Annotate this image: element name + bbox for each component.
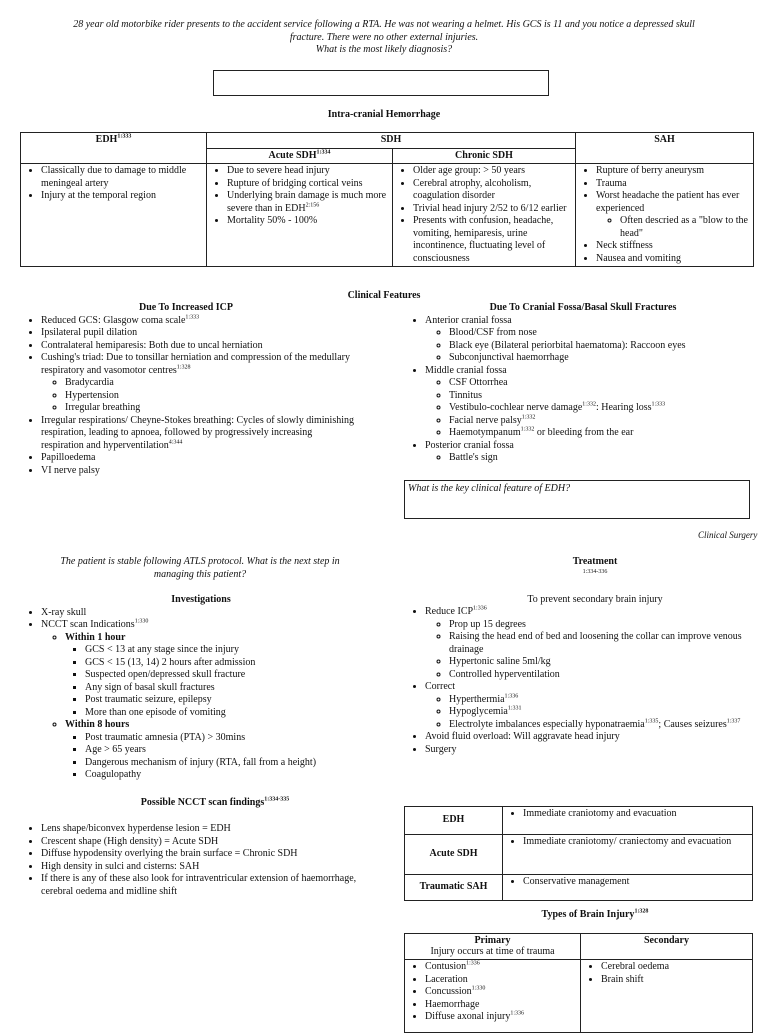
finding-item: • Lens shape/biconvex hyperdense lesion = EDH xyxy=(41,823,366,836)
indication-item: ▪ More than one episode of vomiting xyxy=(85,707,386,720)
icp-item: • Contralateral hemiparesis: Both due to uncal herniation xyxy=(41,340,356,353)
treatment-subitem: ◦ Hypoglycemia$^{1:331}$ xyxy=(449,706,756,719)
chronic-sdh-item: • Older age group: > 50 years xyxy=(413,165,572,178)
sdh-header: SDH xyxy=(207,133,576,149)
ich-title: Intra-cranial Hemorrhage xyxy=(327,109,441,120)
sah-item: • Nausea and vomiting xyxy=(596,253,750,266)
primary-item: • Laceration xyxy=(425,974,577,987)
finding-item: • Crescent shape (High density) = Acute SDH xyxy=(41,836,366,849)
mgmt-label: Traumatic SAH xyxy=(405,875,503,901)
treatment-subitem: ◦ Controlled hyperventilation xyxy=(449,669,756,682)
indication-item: ▪ Dangerous mechanism of injury (RTA, fall from a height) xyxy=(85,757,386,770)
findings-section xyxy=(26,823,366,898)
indication-item: ▪ Age > 65 years xyxy=(85,744,386,757)
question-1 xyxy=(20,19,748,57)
edh-item: • Injury at the temporal region xyxy=(41,190,203,203)
chronic-sdh-item: • Presents with confusion, headache, vomiting, hemiparesis, urine incontinence, fluctuating level of consciousness xyxy=(413,215,572,265)
sah-item: • Trauma xyxy=(596,178,750,191)
chronic-sdh-header: Chronic SDH xyxy=(393,148,576,164)
fossa-subitem: ◦ Tinnitus xyxy=(449,390,756,403)
question-2-line-1: The patient is stable following ATLS protocol. What is the next step in xyxy=(60,556,340,567)
sah-item: • Rupture of berry aneurysm xyxy=(596,165,750,178)
secondary-header: Secondary xyxy=(581,934,753,960)
treatment-title: Treatment xyxy=(572,556,618,567)
sah-item: • Neck stiffness xyxy=(596,240,750,253)
icp-subitem: ◦ Hypertension xyxy=(65,390,356,403)
mgmt-label: Acute SDH xyxy=(405,835,503,875)
indication-item: ▪ Coagulopathy xyxy=(85,769,386,782)
findings-title: Possible NCCT scan findings$^{1:334-335}$ xyxy=(140,796,290,808)
mgmt-value: • Immediate craniotomy/ craniectomy and evacuation xyxy=(503,835,753,875)
primary-item: • Diffuse axonal injury$^{1:336}$ xyxy=(425,1011,577,1024)
question-2-line-2: managing this patient? xyxy=(153,568,247,580)
types-table xyxy=(404,933,753,1033)
fossa-subitem: ◦ Haemotympanum$^{1:332}$ or bleeding from the ear xyxy=(449,427,756,440)
question-1-line-2: fracture. There were no other external injuries. xyxy=(289,31,479,43)
indication-item: ▪ Any sign of basal skull fractures xyxy=(85,682,386,695)
question-1-line-3: What is the most likely diagnosis? xyxy=(315,44,453,55)
sah-subitem: ◦ Often descried as a "blow to the head" xyxy=(620,215,750,240)
fossa-item: • Posterior cranial fossa ◦ Battle's sign xyxy=(425,440,756,465)
finding-item: • Diffuse hypodensity overlying the brain surface = Chronic SDH xyxy=(41,848,366,861)
primary-item: • Contusion$^{1:336}$ xyxy=(425,961,577,974)
within-8-hours: ◦ Within 8 hours ▪ Post traumatic amnesia (PTA) > 30mins ▪ Age > 65 years ▪ Dangerous mechanism of injury (RTA, fall from a height) ▪ Coagulopathy xyxy=(65,719,386,782)
diagnosis-answer-box[interactable] xyxy=(213,70,549,96)
fossa-subitem: ◦ Battle's sign xyxy=(449,452,756,465)
types-title: Types of Brain Injury$^{1:328}$ xyxy=(541,908,649,920)
fossa-item: • Middle cranial fossa ◦ CSF Ottorrhea ◦ Tinnitus ◦ Vestibulo-cochlear nerve damage$^{1:332}$: Hearing loss$^{1:333}$ ◦ Facial nerve palsy$^{1:332}$ ◦ Haemotympanum$^{1:332}$ or bleeding from the ear xyxy=(425,365,756,440)
ich-table xyxy=(20,132,754,267)
indication-item: ▪ GCS < 15 (13, 14) 2 hours after admission xyxy=(85,657,386,670)
mgmt-value: • Immediate craniotomy and evacuation xyxy=(503,807,753,835)
indication-item: ▪ Post traumatic amnesia (PTA) > 30mins xyxy=(85,732,386,745)
fossa-subitem: ◦ Facial nerve palsy$^{1:332}$ xyxy=(449,415,756,428)
primary-cell xyxy=(405,960,581,1033)
investigations-item: • NCCT scan Indications$^{1:330}$ ◦ Within 1 hour ▪ GCS < 13 at any stage since the injury ▪ GCS < 15 (13, 14) 2 hours after admission ▪ Suspected open/depressed skull fracture ▪ Any sign of basal skull fractures ▪ Post traumatic seizure, epilepsy ▪ More than one episode of vomiting ◦ Within 8 hours ▪ Post traumatic amnesia (PTA) > 30mins ▪ Age > 65 years ▪ Dangerous mechanism of injury (RTA, fall from a height) ▪ Coagulopathy xyxy=(41,619,386,782)
clinical-features-title: Clinical Features xyxy=(347,290,421,301)
sah-header: SAH xyxy=(576,133,754,164)
secondary-cell xyxy=(581,960,753,1033)
edh-cell xyxy=(21,164,207,267)
icp-subitem: ◦ Irregular breathing xyxy=(65,402,356,415)
acute-sdh-item: • Rupture of bridging cortical veins xyxy=(227,178,389,191)
finding-item: • If there is any of these also look for intraventricular extension of haemorrhage, cerebral oedema and midline shift xyxy=(41,873,366,898)
treatment-subitem: ◦ Raising the head end of bed and loosening the collar can improve venous drainage xyxy=(449,631,756,656)
chronic-sdh-cell xyxy=(393,164,576,267)
icp-subitem: ◦ Bradycardia xyxy=(65,377,356,390)
sah-cell xyxy=(576,164,754,267)
treatment-ref: 1:334-336 xyxy=(582,569,608,575)
indication-item: ▪ Suspected open/depressed skull fracture xyxy=(85,669,386,682)
fossa-section xyxy=(410,302,756,465)
investigations-item: • X-ray skull xyxy=(41,607,386,620)
indication-item: ▪ Post traumatic seizure, epilepsy xyxy=(85,694,386,707)
sah-item: • Worst headache the patient has ever experienced ◦ Often descried as a "blow to the head" xyxy=(596,190,750,240)
fossa-subitem: ◦ Vestibulo-cochlear nerve damage$^{1:332}$: Hearing loss$^{1:333}$ xyxy=(449,402,756,415)
fossa-title: Due To Cranial Fossa/Basal Skull Fractures xyxy=(489,302,677,313)
acute-sdh-header: Acute $SDH^{1:334}$ xyxy=(207,148,393,164)
management-table xyxy=(404,806,753,901)
footer-label: Clinical Surgery xyxy=(698,530,758,540)
icp-title: Due To Increased ICP xyxy=(139,302,233,313)
primary-header: Primary Injury occurs at time of trauma xyxy=(405,934,581,960)
primary-item: • Concussion$^{1:330}$ xyxy=(425,986,577,999)
icp-section xyxy=(26,302,356,477)
edh-question-box[interactable] xyxy=(404,480,750,519)
edh-item: • Classically due to damage to middle meningeal artery xyxy=(41,165,203,190)
mgmt-value: • Conservative management xyxy=(503,875,753,901)
icp-item: • Irregular respirations/ Cheyne-Stokes breathing: Cycles of slowly diminishing respiration, leading to apnoea, followed by progressively increasing respiration and hyperventilation$^{4:344}$ xyxy=(41,415,356,453)
question-2 xyxy=(30,556,370,581)
chronic-sdh-item: • Trivial head injury 2/52 to 6/12 earlier xyxy=(413,203,572,216)
treatment-subitem: ◦ Electrolyte imbalances especially hyponatraemia$^{1:335}$; Causes seizures$^{1:337}$ xyxy=(449,719,756,732)
chronic-sdh-item: • Cerebral atrophy, alcoholism, coagulation disorder xyxy=(413,178,572,203)
fossa-subitem: ◦ Blood/CSF from nose xyxy=(449,327,756,340)
treatment-item: • Avoid fluid overload: Will aggravate head injury xyxy=(425,731,756,744)
icp-item: • Papilloedema xyxy=(41,452,356,465)
question-1-line-1: 28 year old motorbike rider presents to the accident service following a RTA. He was not wearing a helmet. His GCS is 11 and you notice a depressed skull xyxy=(73,19,695,30)
acute-sdh-item: • Underlying brain damage is much more severe than in $EDH^{2:156}$ xyxy=(227,190,389,215)
icp-item: • VI nerve palsy xyxy=(41,465,356,478)
edh-header: $EDH^{1:333}$ xyxy=(21,133,207,164)
treatment-subitem: ◦ Hypertonic saline 5ml/kg xyxy=(449,656,756,669)
treatment-item: • Correct ◦ Hyperthermia$^{1:336}$ ◦ Hypoglycemia$^{1:331}$ ◦ Electrolyte imbalances especially hyponatraemia$^{1:335}$; Causes seizures$^{1:337}$ xyxy=(425,681,756,731)
acute-sdh-item: • Due to severe head injury xyxy=(227,165,389,178)
investigations-title: Investigations xyxy=(171,594,231,605)
acute-sdh-cell xyxy=(207,164,393,267)
treatment-item: • Reduce $ICP^{1:336}$ ◦ Prop up 15 degrees ◦ Raising the head end of bed and loosening the collar can improve venous drainage ◦ Hypertonic saline 5ml/kg ◦ Controlled hyperventilation xyxy=(425,606,756,681)
treatment-subtitle: To prevent secondary brain injury xyxy=(527,594,663,605)
secondary-item: • Cerebral oedema xyxy=(601,961,749,974)
fossa-subitem: ◦ Subconjunctival haemorrhage xyxy=(449,352,756,365)
treatment-subitem: ◦ Hyperthermia$^{1:336}$ xyxy=(449,694,756,707)
investigations-section xyxy=(26,594,386,782)
fossa-item: • Anterior cranial fossa ◦ Blood/CSF from nose ◦ Black eye (Bilateral periorbital haematoma): Raccoon eyes ◦ Subconjunctival haemorrhage xyxy=(425,315,756,365)
within-1-hour: ◦ Within 1 hour ▪ GCS < 13 at any stage since the injury ▪ GCS < 15 (13, 14) 2 hours after admission ▪ Suspected open/depressed skull fracture ▪ Any sign of basal skull fractures ▪ Post traumatic seizure, epilepsy ▪ More than one episode of vomiting xyxy=(65,632,386,720)
treatment-section xyxy=(410,606,756,756)
indication-item: ▪ GCS < 13 at any stage since the injury xyxy=(85,644,386,657)
fossa-subitem: ◦ Black eye (Bilateral periorbital haematoma): Raccoon eyes xyxy=(449,340,756,353)
icp-item: • Ipsilateral pupil dilation xyxy=(41,327,356,340)
edh-question-text: What is the key clinical feature of EDH? xyxy=(408,483,571,494)
primary-subtitle: Injury occurs at time of trauma xyxy=(430,945,555,957)
acute-sdh-item: • Mortality 50% - 100% xyxy=(227,215,389,228)
treatment-item: • Surgery xyxy=(425,744,756,757)
finding-item: • High density in sulci and cisterns: SAH xyxy=(41,861,366,874)
treatment-subitem: ◦ Prop up 15 degrees xyxy=(449,619,756,632)
icp-item: • Reduced GCS: Glasgow coma scale$^{1:333}$ xyxy=(41,315,356,328)
primary-item: • Haemorrhage xyxy=(425,999,577,1012)
secondary-item: • Brain shift xyxy=(601,974,749,987)
icp-item: • Cushing's triad: Due to tonsillar herniation and compression of the medullary respiratory and vasomotor centres$^{1:328}$ ◦ Bradycardia ◦ Hypertension ◦ Irregular breathing xyxy=(41,352,356,415)
fossa-subitem: ◦ CSF Ottorrhea xyxy=(449,377,756,390)
mgmt-label: EDH xyxy=(405,807,503,835)
